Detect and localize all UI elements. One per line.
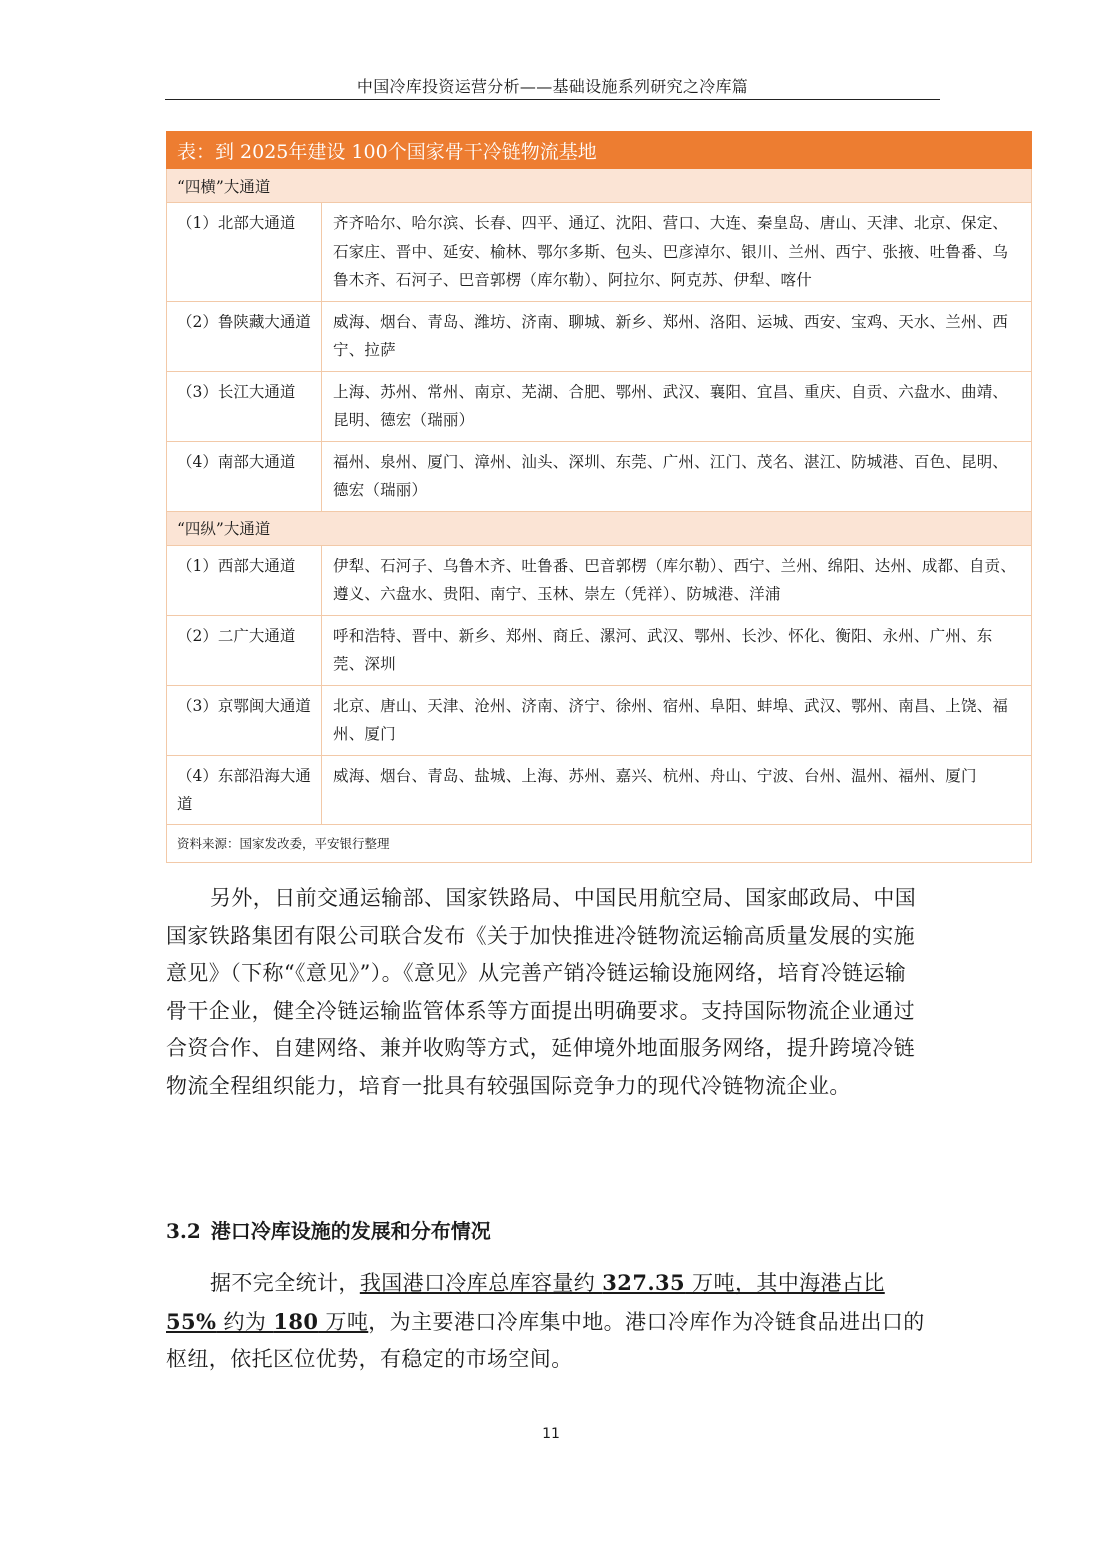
corridor-table	[166, 131, 1031, 863]
paragraph-port-capacity	[166, 1264, 926, 1379]
table-source: 资料来源：国家发改委，平安银行整理	[167, 824, 1032, 862]
page-header: 中国冷库投资运营分析——基础设施系列研究之冷库篇	[356, 77, 749, 96]
corridor-cities: 齐齐哈尔、哈尔滨、长春、四平、通辽、沈阳、营口、大连、秦皇岛、唐山、天津、北京、保定、石家庄、晋中、延安、榆林、鄂尔多斯、包头、巴彦淖尔、银川、兰州、西宁、张掖、吐鲁番、乌鲁木齐、石河子、巴音郭楞（库尔勒）、阿拉尔、阿克苏、伊犁、喀什	[322, 203, 1032, 302]
corridor-name: （4）南部大通道	[167, 441, 322, 511]
table-title: 表：到 2025年建设 100个国家骨干冷链物流基地	[167, 132, 1032, 169]
corridor-name: （3）京鄂闽大通道	[167, 685, 322, 755]
source-row	[167, 824, 1032, 862]
table-row	[167, 203, 1032, 302]
corridor-name: （2）二广大通道	[167, 615, 322, 685]
corridor-cities: 福州、泉州、厦门、漳州、汕头、深圳、东莞、广州、江门、茂名、湛江、防城港、百色、昆明、德宏（瑞丽）	[322, 441, 1032, 511]
table-row	[167, 371, 1032, 441]
para-suffix: ，为主要港口冷库集中地。港口冷库作为冷链食品进出口的枢纽，依托区位优势，有稳定的市场空间。	[166, 1309, 925, 1371]
hl-bold-value: 55%	[166, 1308, 217, 1334]
hl-text: 我国港口冷库总库容量约	[359, 1271, 603, 1295]
table-row	[167, 441, 1032, 511]
corridor-cities: 伊犁、石河子、乌鲁木齐、吐鲁番、巴音郭楞（库尔勒）、西宁、兰州、绵阳、达州、成都、自贡、遵义、六盘水、贵阳、南宁、玉林、崇左（凭祥）、防城港、洋浦	[322, 545, 1032, 615]
para-prefix: 据不完全统计，	[210, 1271, 360, 1295]
corridor-cities: 上海、苏州、常州、南京、芜湖、合肥、鄂州、武汉、襄阳、宜昌、重庆、自贡、六盘水、曲靖、昆明、德宏（瑞丽）	[322, 371, 1032, 441]
corridor-name: （3）长江大通道	[167, 371, 322, 441]
group-label: “四纵”大通道	[167, 511, 1032, 545]
hl-text: 万吨，其中海港占比	[685, 1271, 885, 1295]
hl-bold-value: 180	[273, 1308, 319, 1334]
table-row	[167, 755, 1032, 824]
corridor-cities: 呼和浩特、晋中、新乡、郑州、商丘、漯河、武汉、鄂州、长沙、怀化、衡阳、永州、广州、东莞、深圳	[322, 615, 1032, 685]
table-row	[167, 685, 1032, 755]
hl-text: 约为	[216, 1309, 274, 1334]
table-title-row	[167, 132, 1032, 169]
hl-bold-value: 327.35	[602, 1270, 686, 1295]
corridor-cities: 北京、唐山、天津、沧州、济南、济宁、徐州、宿州、阜阳、蚌埠、武汉、鄂州、南昌、上饶、福州、厦门	[322, 685, 1032, 755]
section-heading	[166, 1215, 491, 1244]
corridor-name: （1）西部大通道	[167, 545, 322, 615]
section-number: 3.2	[166, 1219, 201, 1243]
corridor-name: （4）东部沿海大通道	[167, 755, 322, 824]
paragraph-policy: 另外，日前交通运输部、国家铁路局、中国民用航空局、国家邮政局、中国国家铁路集团有限公司联合发布《关于加快推进冷链物流运输高质量发展的实施意见》（下称“《意见》”）。《意见》从完善产销冷链运输设施网络，培育冷链运输骨干企业，健全冷链运输监管体系等方面提出明确要求。支持国际物流企业通过合资合作、自建网络、兼并收购等方式，延伸境外地面服务网络，提升跨境冷链物流全程组织能力，培育一批具有较强国际竞争力的现代冷链物流企业。	[166, 886, 917, 1098]
group-row-horizontal	[167, 169, 1032, 203]
corridor-name: （1）北部大通道	[167, 203, 322, 302]
group-row-vertical	[167, 511, 1032, 545]
page-number: 11	[542, 1426, 560, 1442]
hl-text: 万吨	[318, 1309, 369, 1334]
corridor-table-grid	[166, 131, 1032, 863]
table-row	[167, 615, 1032, 685]
corridor-name: （2）鲁陕藏大通道	[167, 301, 322, 371]
header-rule	[165, 99, 940, 100]
group-label: “四横”大通道	[167, 169, 1032, 203]
table-row	[167, 301, 1032, 371]
corridor-cities: 威海、烟台、青岛、潍坊、济南、聊城、新乡、郑州、洛阳、运城、西安、宝鸡、天水、兰州、西宁、拉萨	[322, 301, 1032, 371]
table-row	[167, 545, 1032, 615]
section-title: 港口冷库设施的发展和分布情况	[210, 1219, 491, 1243]
corridor-cities: 威海、烟台、青岛、盐城、上海、苏州、嘉兴、杭州、舟山、宁波、台州、温州、福州、厦门	[322, 755, 1032, 824]
